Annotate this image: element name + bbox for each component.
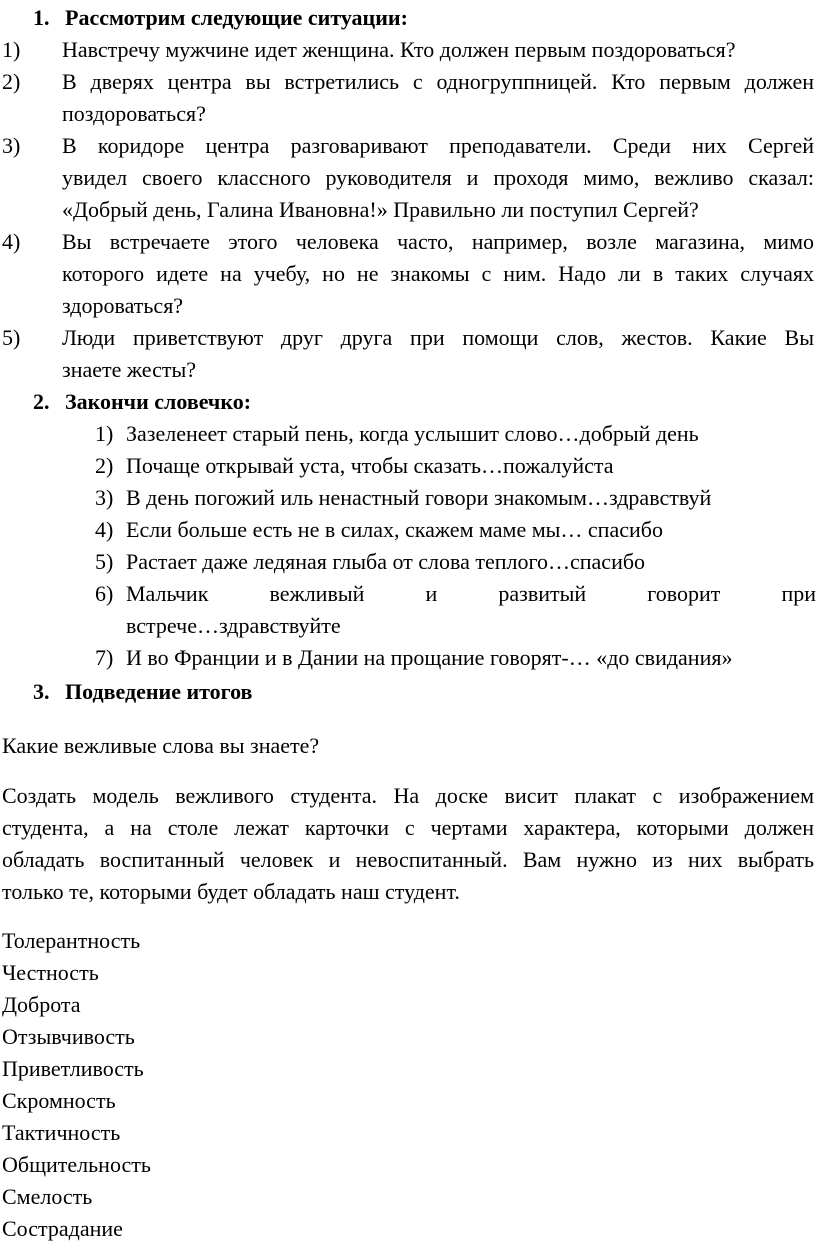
task-text-line: студента, а на столе лежат карточки с чертами характера, которыми должен: [2, 815, 814, 840]
situation-number: 5): [2, 325, 21, 350]
trait-item: Смелость: [2, 1184, 93, 1209]
trait-item: Приветливость: [2, 1056, 144, 1081]
section-1-title: Рассмотрим следующие ситуации:: [65, 5, 408, 30]
word-text-line: Мальчик вежливый и развитый говорит при: [126, 581, 816, 606]
situation-text-line: Вы встречаете этого человека часто, например, возле магазина, мимо: [62, 229, 814, 254]
task-text-line: Создать модель вежливого студента. На доске висит плакат с изображением: [2, 783, 814, 808]
word-text-line: Зазеленеет старый пень, когда услышит слово…добрый день: [126, 421, 699, 446]
word-text-line: Растает даже ледяная глыба от слова теплого…спасибо: [126, 549, 646, 574]
section-1-number: 1.: [33, 5, 50, 30]
word-text-line: встрече…здравствуйте: [126, 613, 341, 638]
situation-text-line: В коридоре центра разговаривают преподаватели. Среди них Сергей: [62, 133, 814, 158]
trait-item: Скромность: [2, 1088, 116, 1113]
section-3-number: 3.: [33, 679, 50, 704]
task-paragraph: [2, 780, 814, 908]
section-3-title: Подведение итогов: [65, 679, 253, 704]
situation-number: 4): [2, 229, 21, 254]
word-number: 4): [95, 517, 114, 542]
situation-text-line: В дверях центра вы встретились с одногруппницей. Кто первым должен: [62, 69, 814, 94]
trait-item: Общительность: [2, 1152, 151, 1177]
section-2-number: 2.: [33, 389, 50, 414]
situation-text-line: Навстречу мужчине идет женщина. Кто должен первым поздороваться?: [62, 37, 736, 62]
task-text-line: только те, которыми будет обладать наш студент.: [2, 879, 460, 904]
word-text-line: Почаще открывай уста, чтобы сказать…пожалуйста: [126, 453, 614, 478]
trait-item: Толерантность: [2, 928, 141, 953]
word-number: 2): [95, 453, 114, 478]
situation-text-line: которого идете на учебу, но не знакомы с ним. Надо ли в таких случаях: [62, 261, 814, 286]
word-number: 1): [95, 421, 114, 446]
situation-text-line: здороваться?: [62, 293, 184, 318]
section-2-title: Закончи словечко:: [65, 389, 252, 414]
situation-number: 1): [2, 37, 21, 62]
word-number: 6): [95, 581, 114, 606]
situation-number: 2): [2, 69, 21, 94]
trait-item: Сострадание: [2, 1216, 123, 1241]
trait-item: Отзывчивость: [2, 1024, 135, 1049]
situation-text-line: «Добрый день, Галина Ивановна!» Правильно ли поступил Сергей?: [62, 197, 699, 222]
word-number: 7): [95, 645, 114, 670]
situation-text-line: Люди приветствуют друг друга при помощи слов, жестов. Какие Вы: [62, 325, 814, 350]
word-number: 3): [95, 485, 114, 510]
trait-item: Тактичность: [2, 1120, 121, 1145]
situation-text-line: знаете жесты?: [62, 357, 197, 382]
word-text-line: В день погожий иль ненастный говори знакомым…здравствуй: [126, 485, 712, 510]
question-text: Какие вежливые слова вы знаете?: [2, 733, 320, 758]
situation-number: 3): [2, 133, 21, 158]
trait-item: Доброта: [2, 992, 81, 1017]
situation-text-line: поздороваться?: [62, 101, 206, 126]
situation-text-line: увидел своего классного руководителя и проходя мимо, вежливо сказал:: [62, 165, 814, 190]
trait-item: Честность: [2, 960, 99, 985]
word-number: 5): [95, 549, 114, 574]
task-text-line: обладать воспитанный человек и невоспитанный. Вам нужно из них выбрать: [2, 847, 814, 872]
word-text-line: Если больше есть не в силах, скажем маме мы… спасибо: [126, 517, 663, 542]
word-text-line: И во Франции и в Дании на прощание говорят-… «до свидания»: [126, 645, 733, 670]
